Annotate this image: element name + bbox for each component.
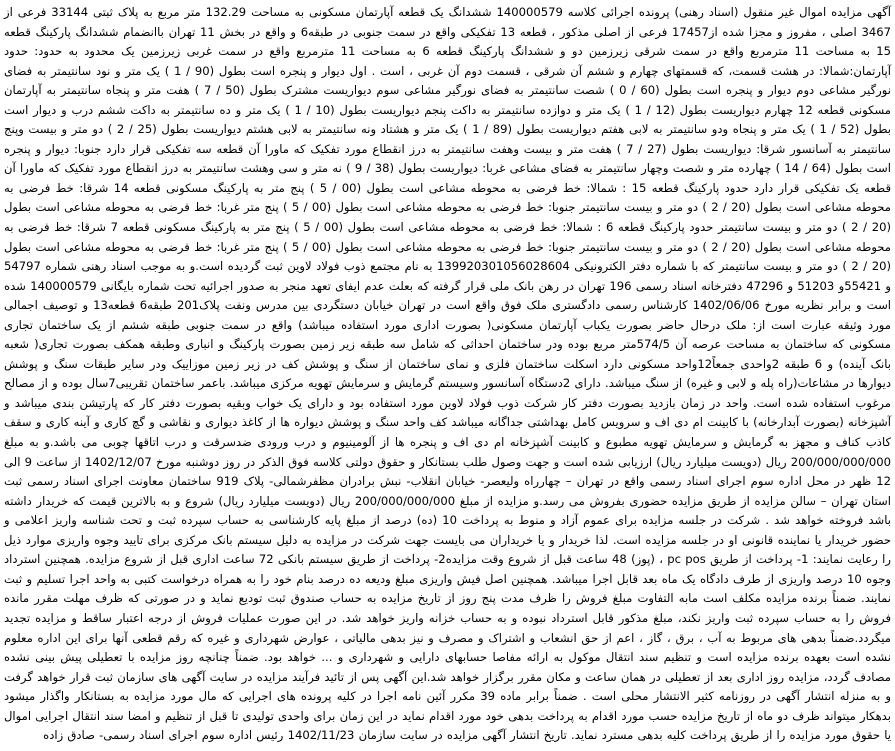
notice-body-text: آگهی مزایده اموال غیر منقول (اسناد رهنی) پرونده اجرائی کلاسه 140000579 ششدانگ یک قطعه آپارتمان مسکونی به مساحت 132.29 متر مربع به پلاک ثبتی 33144 فرعی از 3467 اصلی ، مفروز و مجزا شده از17457 فرعی از اصلی مذکور ، قطعه 13 تفکیکی واقع در سمت جنوبی در طبقه6 و واقع در بخش 11 تهران باانضمام ششدانگ پارکینگ قطعه 15 به مساحت 11 مترمربع واقع در سمت شرقی زیرزمین دو و ششدانگ پارکینگ قطعه 6 به مساحت 11 مترمربع واقع در سمت غربی زیرزمین یک محدود به حدود: حدود آپارتمان:شمالا: در هشت قسمت، که قسمتهای چهارم و ششم آن شرقی ، قسمت دوم آن غربی ، است . اول دیوار و پنجره است بطول (90 / 1 ) یک متر و نود سانتیمتر به فضای نورگیر مشاعی دوم دیوار و پنجره است بطول (60 / 0 ) شصت سانتیمتر به فضای نورگیر مشاعی سوم دیواریست مشترک بطول (50 / 7 ) هفت متر و پنجاه سانتیمتر به آپارتمان مسکونی قطعه 12 چهارم دیواریست بطول (12 / 1 ) یک متر و دوازده سانتیمتر به داکت پنجم دیواریست بطول (10 / 1 ) یک متر و ده سانتیمتر به داکت ششم درب و دیوار است بطول (52 / 1 ) یک متر و پنجاه ودو سانتیمتر به لابی هفتم دیواریست بطول (89 / 1 ) یک متر و هشتاد ونه سانتیمتر به لابی هشتم دیواریست بطول (25 / 2 ) دو متر و بیست وپنج سانتیمتر به آسانسور شرقا: دیواریست بطول (27 / 7 ) هفت متر و بیست وهفت سانتیمتر به درز انقطاع مورد تفکیک که ماورا آن قطعه سه تفکیکی قرار دارد جنوبا: دیوار و پنجره است بطول (64 / 14 ) چهارده متر و شصت وچهار سانتیمتر به فضای مشاعی غربا: دیواریست بطول (38 / 9 ) نه متر و سی وهشت سانتیمتر به درز انقطاع مورد تفکیک که ماورا آن قطعه یک تفکیکی قرار دارد حدود پارکینگ قطعه 15 : شمالا: خط فرضی به محوطه مشاعی است بطول (00 / 5 ) پنج متر به پارکینگ مسکونی قطعه 14 شرقا: خط فرضی به محوطه مشاعی است بطول (20 / 2 ) دو متر و بیست سانتیمتر جنوبا: خط فرضی به محوطه مشاعی است بطول (00 / 5 ) پنج متر غربا: خط فرضی به محوطه مشاعی است بطول (20 / 2 ) دو متر و بیست سانتیمتر حدود پارکینگ قطعه 6 : شمالا: خط فرضی به محوطه مشاعی است بطول (00 / 5 ) پنج متر به پارکینگ مسکونی قطعه 7 شرقا: خط فرضی به محوطه مشاعی است بطول (20 / 2 ) دو متر و بیست سانتیمتر جنوبا: خط فرضی به محوطه مشاعی است بطول (00 / 5 ) پنج متر غربا: خط فرضی به محوطه مشاعی است بطول (20 / 2 ) دو متر و بیست سانتیمتر که با شماره دفتر الکترونیکی 139920301056028604 به نام مجتمع ذوب فولاد لاوین ثبت گردیده است.و به موجب اسناد رهنی شماره 54797 و 55421و 51203 و 47296 دفترخانه اسناد رسمی 196 تهران در رهن بانک ملی قرار گرفته که بعلت عدم ایفای تعهد منجر به صدور اجرائیه تحت شماره بایگانی 140000579 شده است و برابر نظریه مورخ 1402/06/06 کارشناس رسمی دادگستری ملک فوق واقع است در تهران خیابان دستگردی بین مدرس ونفت پلاک201 طبقه6 قطعه13 و توصیف اجمالی مورد وثیقه عبارت است از: ملک درحال حاضر بصورت یکباب آپارتمان مسکونی( بصورت اداری مورد استفاده میباشد) واقع در سمت جنوبی طبقه ششم از یک ساختمان تجاری مسکونی که ساختمان به مساحت عرصه آن 574/5متر مربع بوده ودر ساختمان احداثی که شامل سه طبقه زیر زمین بصورت پارکینگ و انباری وطبقه همکف بصورت تجاری( شعبه بانک آینده) و 6 طبقه 2واحدی جمعاً12واحد مسکونی دارد اسکلت ساختمان فلزی و نمای ساختمان از سنگ و پوشش کف در زیر زمین موزاییک ودر سایر طبقات سنگ و پوشش دیوارها در مشاعات(راه پله و لابی و غیره) از سنگ میباشد. دارای 2دستگاه آسانسور وسیستم گرمایش و سرمایش تهویه مرکزی میباشد. باعمر ساختمان تقریبی7سال بوده و از مصالح مرغوب استفاده شده است. واحد در زمان بازدید بصورت دفتر کار شرکت ذوب فولاد لاوین مورد استفاده بود و دارای یک خواب وبقیه بصورت دفتر کار که پارتیشن بندی میباشد و آشپزخانه (بصورت آبدارخانه) با کابینت ام دی اف و سرویس کامل بهداشتی جداگانه میباشد کف واحد سنگ و پوشش دیواره ها از کاغذ دیواری و نقاشی و گچ کاری و آینه کاری و سقف کاذب کناف و مجهز به گرمایش و سرمایش تهویه مطبوع و کابینت آشپزخانه ام دی اف و پنجره ها از آلومینیوم و درب ورودی ضدسرقت و درب اتاقها چوبی می باشد.و به مبلغ 200/000/000/000 ریال (دویست میلیارد ریال) ارزیابی شده است و جهت وصول طلب بستانکار و حقوق دولتی کلاسه فوق الذکر در روز دوشنبه مورخ 1402/12/07 از ساعت 9 الی 12 ظهر در محل اداره سوم اجرای اسناد رسمی واقع در تهران – چهارراه ولیعصر- خیابان انقلاب- نبش برادران مظفرشمالی- پلاک 919 ساختمان معاونت اجرای اسناد رسمی ثبت استان تهران – سالن مزایده از طریق مزایده حضوری بفروش می رسد.و مزایده از مبلغ 200/000/000/000 ریال (دویست میلیارد ریال) شروع و به بالاترین قیمت که خریدار داشته باشد فروخته خواهد شد . شرکت در جلسه مزایده برای عموم آزاد و منوط به پرداخت 10 (ده) درصد از مبلغ پایه کارشناسی به حساب سپرده ثبت و تحت شناسه واریز اعلامی و حضور خریدار یا نماینده قانونی او در جلسه مزایده است. لذا خریدار و یا خریداران می بایست جهت شرکت در مزایده به دلیل سیستم بانک مرکزی برای تایید وجوه واریزی موارد ذیل را رعایت نمایند: 1- پرداخت از طریق pc pos ، (پوز) 48 ساعت قبل از شروع وقت مزایده2- پرداخت از طریق سیستم بانکی 72 ساعت اداری قبل از شروع مزایده. همچنین استرداد وجوه 10 درصد واریزی از طرف دادگاه یک ماه بعد قابل اجرا میباشد. همچنین اصل فیش واریزی مبلغ ودیعه ده درصد بنام خود را به همراه درخواست کتبی به واحد اجرا تسلیم و ثبت نمایند. ضمناً برنده مزایده مکلف است مابه التفاوت مبلغ فروش را ظرف مدت پنج روز از تاریخ مزایده به حساب صندوق ثبت تودیع نماید و در صورتی که ظرف مهلت مقرر مانده فروش را به حساب سپرده ثبت واریز نکند، مبلغ مذکور قابل استرداد نبوده و به حساب خزانه واریز خواهد شد. در این صورت عملیات فروش از درجه اعتبار ساقط و مزایده تجدید میگردد.ضمناً بدهی های مربوط به آب ، برق ، گاز ، اعم از حق انشعاب و اشتراک و مصرف و نیز بدهی مالیاتی ، عوارض شهرداری و غیره که رقم قطعی آنها برای این اداره معلوم نشده است بعهده برنده مزایده است و تنظیم سند انتقال موکول به ارائه مفاصا حسابهای دارایی و شهرداری و ... خواهد بود. ضمناً چنانچه روز مزایده با تعطیلی پیش بینی نشده مصادف گردد، مزایده روز اداری بعد از تعطیلی در همان ساعت و مکان مقرر برگزار خواهد شد.این آگهی پس از تائید فرآیند مزایده در سایت آگهی های سازمان ثبت قرار خواهد گرفت و به منزله انتشار آگهی در روزنامه کثیر الانتشار محلی است . ضمناً برابر ماده 39 مکرر آئین نامه اجرا در کلیه پرونده های اجرایی که مال مورد مزایده به بستانکار واگذار میشود بدهکار میتواند ظرف دو ماه از تاریخ مزایده حسب مورد اقدام به پرداخت بدهی خود مورد اقدام نماید در این زمان برای واحدی تولیدی تا قبل از تنظیم و امضا سند انتقال اجرایی اموال یا حقوق مورد مزایده را از طریق پرداخت کلیه بدهی مسترد نماید. تاریخ انتشار آگهی مزایده در سایت سازمان 1402/11/23 رئیس اداره سوم اجرای اسناد رسمی- صادق زاده [4, 5, 892, 743]
